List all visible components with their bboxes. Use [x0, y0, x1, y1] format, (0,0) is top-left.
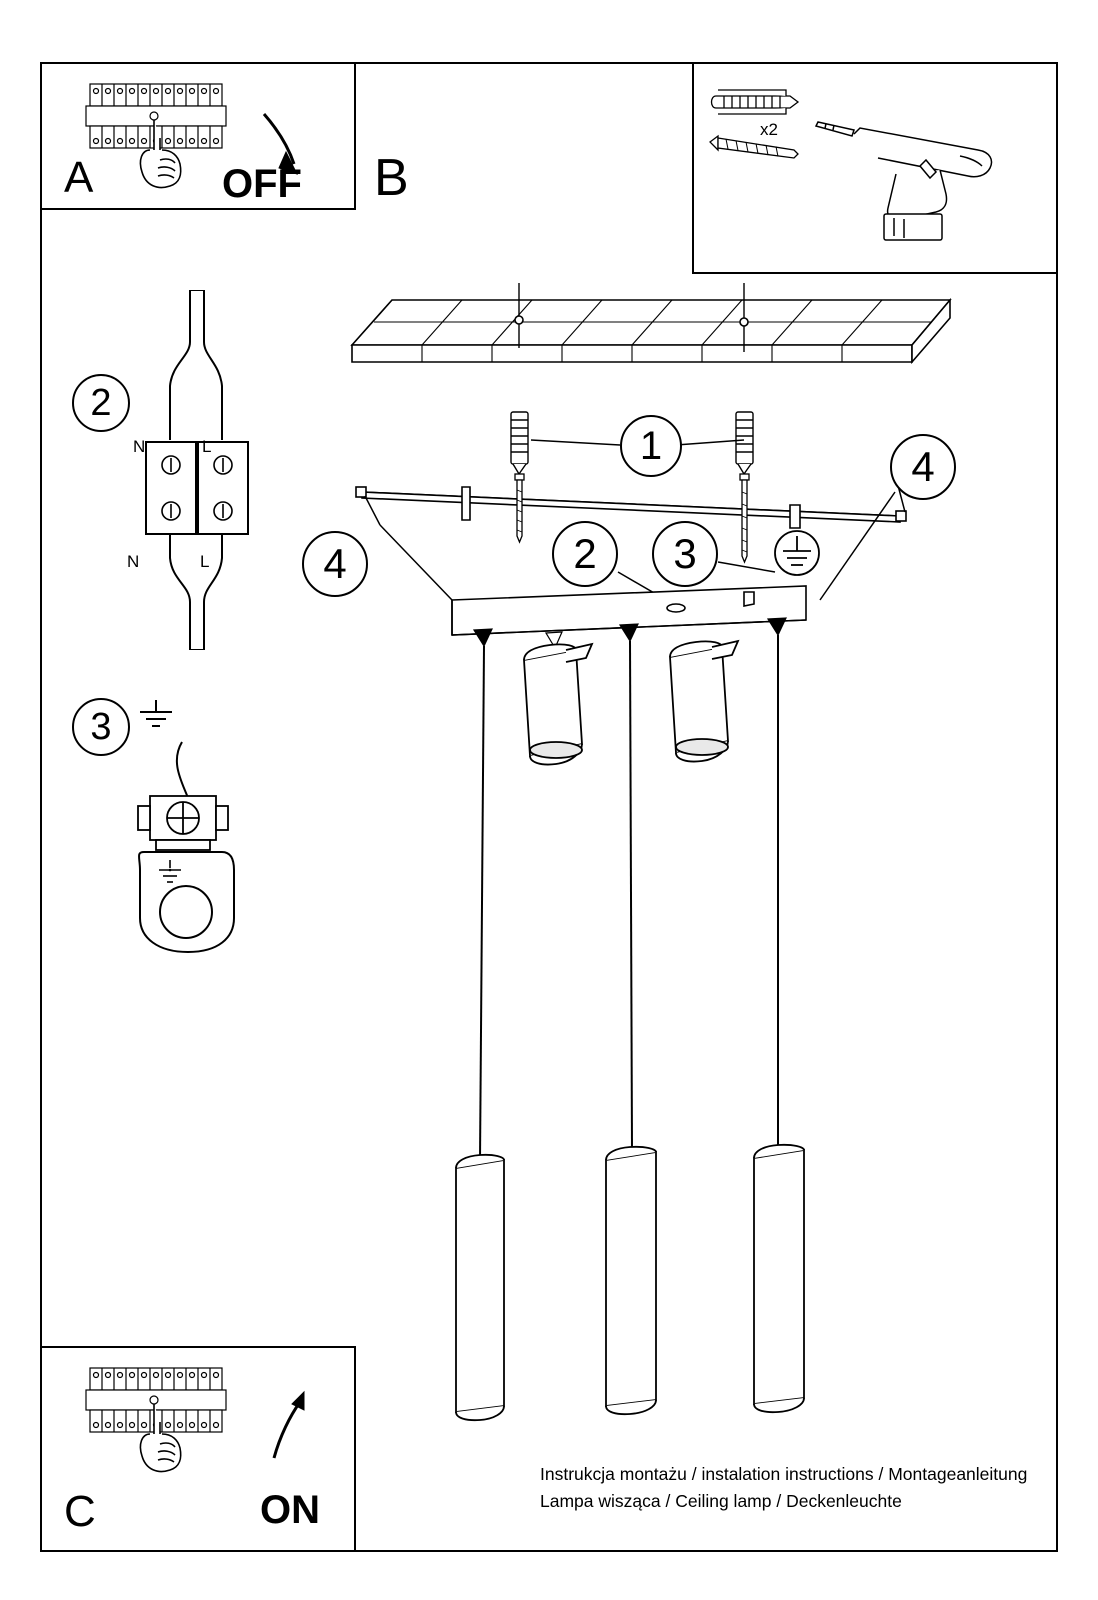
- terminal-label-n-top: N: [133, 437, 146, 456]
- terminal-label-n-bottom: N: [127, 552, 140, 571]
- screw-icon: [710, 136, 798, 158]
- step-a-label: OFF: [222, 162, 302, 206]
- step-c-box: [40, 1346, 356, 1552]
- callout-4-left: 4: [302, 531, 368, 597]
- earth-symbol-icon: [140, 700, 172, 726]
- step-a-box: [40, 62, 356, 210]
- callout-left-3: 3: [72, 698, 130, 756]
- step-b-letter: B: [374, 149, 409, 207]
- callout-left-2: 2: [72, 374, 130, 432]
- step-a-letter: A: [64, 153, 94, 202]
- callout-3: 3: [652, 521, 718, 587]
- callout-1: 1: [620, 415, 682, 477]
- callout-4-right: 4: [890, 434, 956, 500]
- power-drill-icon: [816, 122, 992, 240]
- callout-2: 2: [552, 521, 618, 587]
- step-b-box: [692, 62, 1058, 274]
- step-c-label: ON: [260, 1488, 320, 1532]
- earth-connection-illustration: [126, 690, 306, 960]
- terminal-block-illustration: [120, 290, 290, 650]
- hardware-quantity-label: x2: [760, 120, 778, 139]
- footer-line-2: Lampa wisząca / Ceiling lamp / Deckenleuchte: [540, 1491, 902, 1511]
- hardware-illustration: [694, 64, 1060, 276]
- terminal-label-l-bottom: L: [200, 552, 210, 571]
- terminal-label-l-top: L: [202, 437, 212, 456]
- wall-plug-icon: [712, 90, 799, 114]
- footer-line-1: Instrukcja montażu / instalation instructions / Montageanleitung: [540, 1464, 1028, 1484]
- step-c-letter: C: [64, 1487, 96, 1536]
